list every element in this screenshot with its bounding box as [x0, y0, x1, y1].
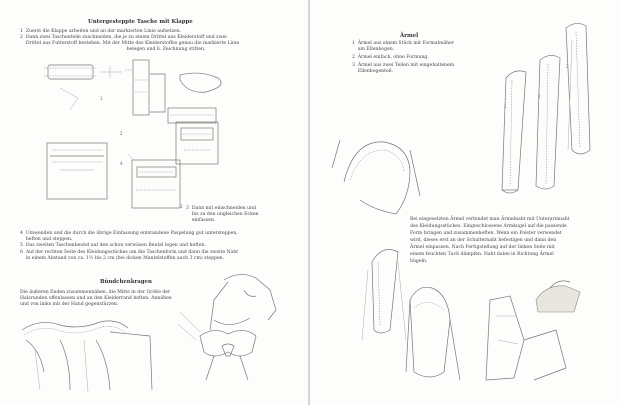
step-line: 5 Das zweiten Taschenbeutel auf den schon verwäsen Beutel legen und heften.: [20, 243, 206, 248]
sleeve-one-piece-figure: [502, 71, 526, 193]
step-line: heften und steppen.: [20, 237, 73, 242]
step-line: in einem Abstand von ca. 1½ bis 2 cm (bei dicken Mantelstoffen auch 3 cm) steppen.: [20, 256, 225, 261]
step-line: belegen und li. Zeichnung stitten.: [20, 47, 206, 52]
sleeve-step: 1 Ärmel aus einem Stück mit Formabnäher: [352, 41, 454, 46]
sleeve-step: 2 Ärmel einfach, ohne Formung.: [352, 55, 429, 60]
step-line: Drittel aus Futterstoff bestehen. Mit der Mitte des Kleiderstoffes genau die markierte Linie: [20, 41, 240, 46]
svg-text:1: 1: [504, 104, 507, 109]
sleeve-step: 3 Ärmel aus zwei Teilen mit eingehaltenem: [352, 63, 455, 68]
step-3-line: 3 Dann mit einschneiden und: [186, 206, 256, 211]
step-line: 2 Dann zwei Taschenteile zuschneiden, die je zu einem Drittel aus Kleiderstoff und zwei: [20, 35, 227, 40]
svg-text:1: 1: [100, 96, 103, 101]
armhole-figure: [332, 140, 420, 214]
ironing-figure: [486, 281, 580, 380]
svg-text:3: 3: [180, 204, 183, 209]
collar-line: und von links mit der Hand gegenstürzen.: [20, 302, 119, 307]
sleeve-paragraph-line: bügeln.: [410, 259, 428, 264]
iron-icon: [536, 286, 580, 312]
collar-bow-figure: [178, 312, 256, 380]
collar-figure: [22, 321, 152, 392]
step-line: 6 Auf der rechten Seite des Kleidungsstückes um die Taschenform und dann die zweite Naht: [20, 250, 239, 255]
collar-line: Halsrunden offenlassen und an den Kleiderrand heften. Annähen: [20, 296, 172, 301]
svg-text:2: 2: [538, 94, 541, 99]
pocket-flap-figure: [44, 65, 132, 79]
right-page: [310, 0, 620, 405]
left-page: [0, 0, 308, 405]
sleeve-paragraph-line: wird, dieses erst an der Schulternaht befestigen und dann den: [410, 238, 557, 243]
collar-heading: Bündchenkragen: [100, 279, 152, 285]
svg-text:4: 4: [120, 161, 123, 166]
pocket-cut-figure: [176, 122, 218, 164]
pocket-heading: Untergesteppte Tasche mit Klappe: [88, 19, 193, 25]
sleeve-fitting-figure: [406, 287, 460, 380]
sleeve-paragraph-line: Ärmel einpassen. Nach Fertigstellung auf der linken Seite mit: [410, 245, 555, 250]
pocket-stack-figure: [128, 154, 180, 208]
sleeve-illustrations: [310, 0, 620, 405]
sleeve-two-piece-figure: [566, 23, 590, 154]
sleeve-paragraph-line: des Kleidungsstückes. Eingeschlossene Armkugel auf die passende: [410, 224, 567, 229]
sleeve-step: am Ellenbogen.: [352, 47, 395, 52]
step-3-line: einfassen.: [186, 218, 216, 223]
pocket-bag-figure: [47, 143, 107, 199]
step-line: 1 Zuerst die Klappe arbeiten und an der markierten Linie aufsetzen.: [20, 29, 182, 34]
pocket-pieces-figure: [60, 60, 221, 123]
step-line: 4 Umwenden und die durch die übrige Einfassung entstandene Paspelung gut untersteppen,: [20, 231, 238, 236]
pocket-illustrations: [0, 0, 308, 405]
sleeve-heading: Ärmel: [400, 33, 419, 39]
sleeve-paragraph-line: Form bringen und zusammenheften. Wenn ein Polster verwendet: [410, 231, 562, 236]
sleeve-cap-figure: [362, 250, 406, 340]
collar-sweater-figure: [210, 274, 276, 330]
sleeve-step: Ellenbogenteil.: [352, 69, 394, 74]
svg-text:3: 3: [566, 64, 569, 69]
sleeve-plain-figure: [536, 55, 560, 189]
svg-text:2: 2: [120, 131, 123, 136]
collar-line: Die äußeren Enden zusammennähen, die Mitte in der Größe der: [20, 290, 171, 295]
sleeve-paragraph-line: einem feuchten Tuch dämpfen. Naht dabei in Richtung Ärmel: [410, 252, 554, 257]
step-3-line: bis zu den ungleichen Ecken: [186, 212, 259, 217]
sleeve-paragraph-line: Bei eingesetzten Ärmel verbindet man Ärmelnaht mit Unterarmnaht: [410, 217, 570, 222]
